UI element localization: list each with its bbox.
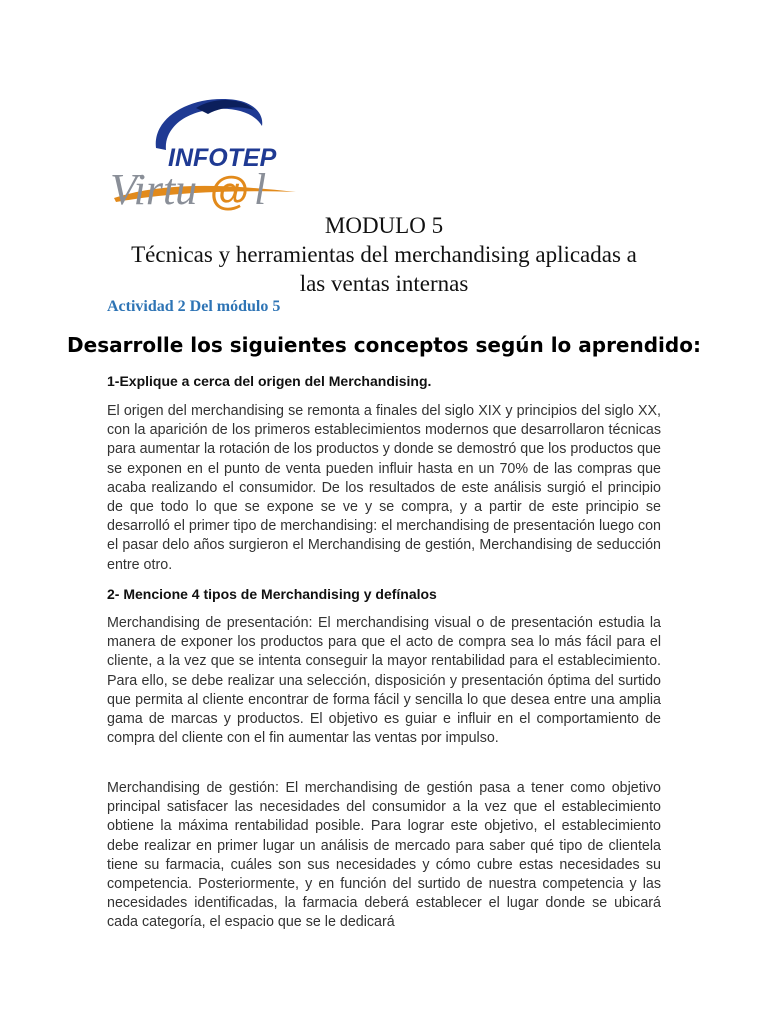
map-shape-icon <box>212 116 234 128</box>
logo-script-text-end: l <box>254 165 267 214</box>
instruction-heading: Desarrolle los siguientes conceptos según lo aprendido: <box>67 333 701 357</box>
module-subtitle <box>0 240 768 298</box>
module-title: MODULO 5 <box>324 213 444 238</box>
logo-brand-text: INFOTEP <box>168 144 277 172</box>
logo-script-text: Virtu <box>110 165 198 214</box>
activity-label: Actividad 2 Del módulo 5 <box>107 298 281 315</box>
question-1: 1-Explique a cerca del origen del Merchandising. <box>107 373 432 389</box>
answer-2-paragraph-presentation: Merchandising de presentación: El merchandising visual o de presentación estudia la manera de exponer los productos para que el acto de compra sea lo más fácil para el cliente, a la vez que se intenta conseguir la mayor rentabilidad para el establecimiento. Para ello, se debe realizar una selección, disposición y presentación óptima del surtido que permita al cliente encontrar de forma fácil y sencilla lo que desea entre una amplia gama de marcas y productos. El objetivo es guiar e influir en el comportamiento de compra del cliente con el fin aumentar las ventas por impulso. <box>107 615 661 747</box>
answer-2-paragraph-gestion: Merchandising de gestión: El merchandising de gestión pasa a tener como objetivo principal satisfacer las necesidades del consumidor a la vez que el establecimiento obtiene la máxima rentabilidad posible. Para lograr este objetivo, el establecimiento debe realizar en primer lugar un análisis de mercado para saber qué tipo de clientela tiene su farmacia, cuáles son sus necesidades y cómo cubre estas necesidades su competencia. Posteriormente, y en función del surtido de nuestra competencia y las necesidades identificadas, la farmacia deberá establecer el lugar donde se ubicará cada categoría, el espacio que se le dedicará <box>107 780 661 931</box>
infotep-virtual-logo <box>104 86 304 218</box>
question-2: 2- Mencione 4 tipos de Merchandising y defínalos <box>107 586 437 602</box>
logo-at-sign: @ <box>210 169 250 213</box>
module-subtitle-line2: las ventas internas <box>299 271 469 296</box>
answer-1-paragraph: El origen del merchandising se remonta a finales del siglo XIX y principios del siglo XX, con la aparición de los primeros establecimientos modernos que desarrollaron técnicas para aumentar la rotación de los productos y donde se demostró que los productos que se exponen en el punto de venta pueden influir hasta en un 70% de las compras que acaba realizando el consumidor. De los resultados de este análisis surgió el principio de que todo lo que se expone se ve y se compra, y a partir de este principio se desarrolló el primer tipo de merchandising: el merchandising de presentación luego con el pasar delo años surgieron el Merchandising de gestión, Merchandising de seducción entre otro. <box>107 403 661 573</box>
module-subtitle-line1: Técnicas y herramientas del merchandising aplicadas a <box>131 242 637 267</box>
logo-graphic <box>104 86 304 218</box>
